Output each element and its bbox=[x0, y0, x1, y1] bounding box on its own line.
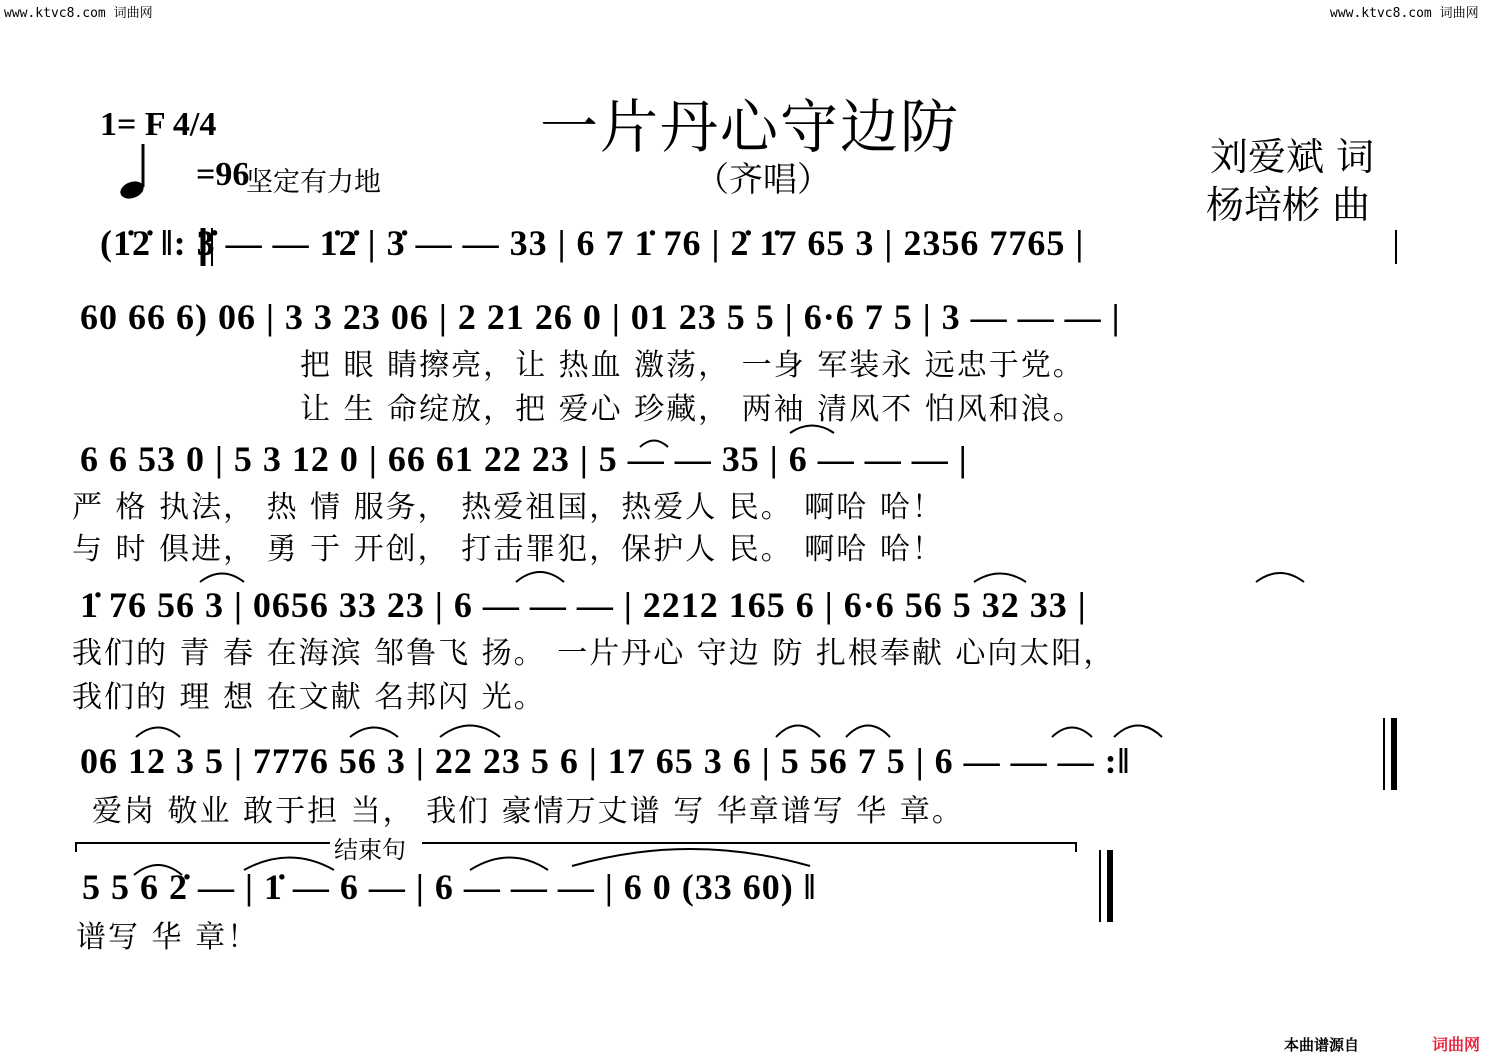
slur bbox=[572, 849, 810, 866]
score-line-coda: 5 5 6 2̇ — | 1̇ — 6 — | 6 — — — | 6 0 (33 60) ‖ bbox=[82, 867, 817, 907]
lyric-line-3-verse-2: 与 时 俱进， 勇 于 开创， 打击罪犯，保护人 民。 啊哈 哈！ bbox=[72, 532, 944, 567]
song-title: 一片丹心守边防 bbox=[540, 93, 961, 161]
source-brand-link[interactable]: 词曲网 bbox=[1432, 1035, 1481, 1054]
score-line-5: 06 12 3 5 | 7776 56 3 | 22 23 5 6 | 17 65 3 6 | 5 56 7 5 | 6 — — — :‖ bbox=[80, 741, 1131, 781]
coda-bracket bbox=[76, 843, 330, 852]
lyric-line-4-verse-1: 我们的 青 春 在海滨 邹鲁飞 扬。 一片丹心 守边 防 扎根奉献 心向太阳， bbox=[72, 636, 1116, 671]
key-signature: 1= F 4/4 bbox=[100, 106, 217, 143]
slur bbox=[1114, 726, 1162, 738]
expression-marking: 坚定有力地 bbox=[246, 167, 381, 198]
slur bbox=[200, 574, 244, 583]
slur bbox=[440, 726, 500, 738]
lyric-line-3-verse-1: 严 格 执法， 热 情 服务， 热爱祖国，热爱人 民。 啊哈 哈！ bbox=[72, 490, 944, 525]
slur bbox=[136, 728, 180, 738]
song-subtitle: （齐唱） bbox=[695, 160, 831, 200]
lyric-line-2-verse-2: 让 生 命绽放，把 爱心 珍藏， 两袖 清风不 怕风和浪。 bbox=[300, 392, 1085, 427]
score-line-2: 60 66 6) 06 | 3 3 23 06 | 2 21 26 0 | 01 23 5 5 | 6·6 7 5 | 3 — — — | bbox=[80, 297, 1121, 337]
coda-label: 结束句 bbox=[334, 836, 406, 864]
score-line-4: 1̇ 76 56 3 | 0656 33 23 | 6 — — — | 2212 165 6 | 6·6 56 5 32 33 | bbox=[80, 585, 1087, 625]
slur bbox=[846, 726, 890, 738]
lyric-line-2-verse-1: 把 眼 睛擦亮，让 热血 激荡， 一身 军装永 远忠于党。 bbox=[300, 348, 1085, 383]
slur bbox=[974, 574, 1026, 583]
watermark-right: www.ktvc8.com 词曲网 bbox=[1330, 6, 1479, 21]
slur bbox=[790, 426, 834, 434]
source-label: 本曲谱源自 bbox=[1284, 1036, 1360, 1054]
slur bbox=[1256, 573, 1304, 582]
score-line-1: (1̇2̇ ‖: 3̇ — — 1̇2̇ | 3̇ — — 33 | 6 7 1̇ 76 | 2̇ 1̇7 65 3 | 2356 7765 | bbox=[100, 223, 1085, 263]
slur bbox=[1052, 728, 1092, 738]
slur bbox=[516, 572, 564, 582]
slur bbox=[134, 865, 182, 875]
lyric-line-5-verse-1: 爱岗 敬业 敢于担 当， 我们 豪情万丈谱 写 华章谱写 华 章。 bbox=[92, 794, 964, 829]
slur bbox=[350, 728, 398, 738]
slur bbox=[776, 726, 820, 738]
slur bbox=[470, 858, 548, 871]
watermark-left: www.ktvc8.com 词曲网 bbox=[4, 6, 153, 21]
lyric-line-coda: 谱写 华 章！ bbox=[76, 920, 260, 955]
lyricist-credit: 刘爱斌 词 bbox=[1210, 135, 1375, 179]
lyric-line-4-verse-2: 我们的 理 想 在文献 名邦闪 光。 bbox=[72, 680, 546, 715]
composer-credit: 杨培彬 曲 bbox=[1206, 183, 1371, 227]
slur bbox=[640, 441, 668, 448]
score-line-3: 6 6 53 0 | 5 3 12 0 | 66 61 22 23 | 5 — — 35 | 6 — — — | bbox=[80, 439, 968, 479]
tempo-marking: =96 bbox=[196, 156, 250, 193]
slur bbox=[244, 858, 334, 871]
